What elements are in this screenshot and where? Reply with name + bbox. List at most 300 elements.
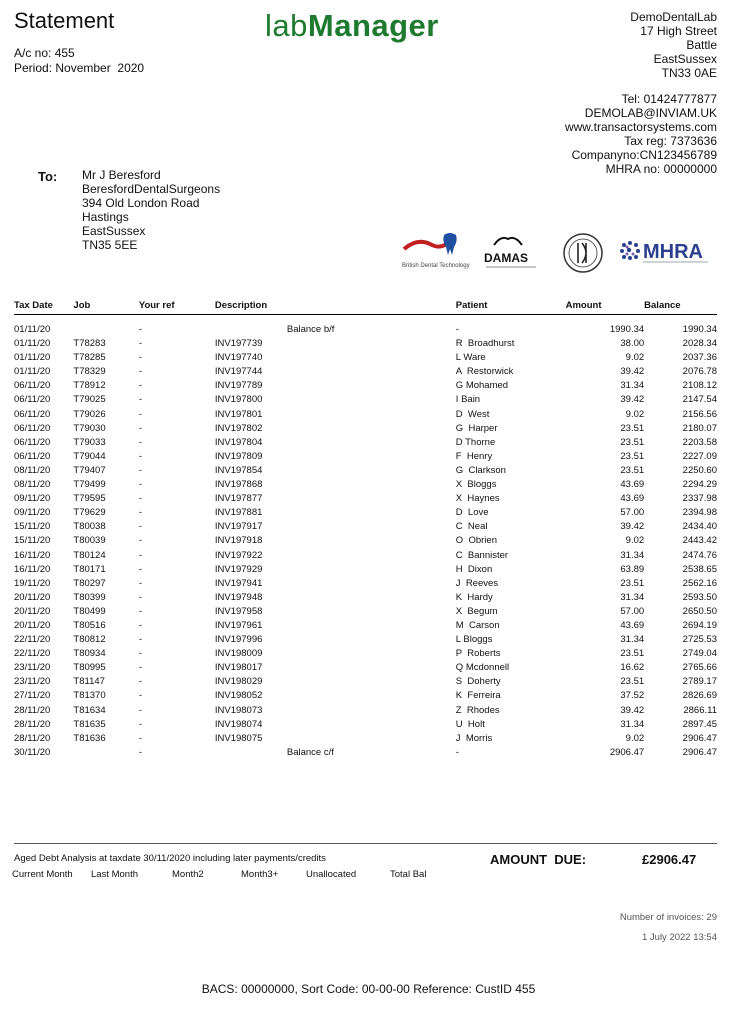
row-tax-date: 23/11/20 <box>14 662 51 674</box>
row-tax-date: 08/11/20 <box>14 464 51 476</box>
statement-title: Statement <box>14 8 115 33</box>
row-patient: X Bloggs <box>455 479 497 491</box>
row-your-ref: - <box>138 704 142 716</box>
row-amount: 9.02 <box>625 352 645 364</box>
lab-email: DEMOLAB@INVIAM.UK <box>584 106 717 120</box>
row-your-ref: - <box>138 380 142 392</box>
row-amount: 39.42 <box>620 521 645 533</box>
row-amount: 37.52 <box>620 690 645 702</box>
recipient-postcode: TN35 5EE <box>82 238 138 252</box>
row-patient: L Bloggs <box>455 634 493 646</box>
row-patient: I Bain <box>455 394 481 406</box>
row-amount: 9.02 <box>625 408 645 420</box>
row-balance: 2108.12 <box>682 380 717 392</box>
table-row <box>14 563 717 577</box>
lab-website: www.transactorsystems.com <box>564 120 717 134</box>
recipient-practice: BeresfordDentalSurgeons <box>82 182 221 196</box>
row-description: INV197789 <box>214 380 263 392</box>
row-balance: 2897.45 <box>682 718 717 730</box>
row-patient: X Haynes <box>455 493 500 505</box>
row-balance: 2765.66 <box>682 662 717 674</box>
row-job: T80516 <box>73 619 106 631</box>
row-amount: 23.51 <box>620 648 645 660</box>
row-amount: 38.00 <box>620 338 645 350</box>
row-description: INV197917 <box>214 521 263 533</box>
row-balance: 2906.47 <box>682 746 717 758</box>
col-amount: Amount <box>566 298 645 315</box>
row-job: T78283 <box>73 338 106 350</box>
row-description: INV197996 <box>214 634 263 646</box>
row-job: T79595 <box>73 493 106 505</box>
row-patient: Z Rhodes <box>455 704 500 716</box>
table-row <box>14 365 717 379</box>
accreditation-logos-svg <box>398 231 714 277</box>
row-amount: 9.02 <box>625 535 645 547</box>
row-job: T79499 <box>73 479 106 491</box>
row-description: INV198073 <box>214 704 263 716</box>
table-row <box>14 450 717 464</box>
row-your-ref: - <box>138 394 142 406</box>
lab-mhra-no: MHRA no: 00000000 <box>605 162 717 176</box>
row-amount: 39.42 <box>620 394 645 406</box>
row-tax-date: 06/11/20 <box>14 436 51 448</box>
row-job: T80499 <box>73 605 106 617</box>
row-amount: 43.69 <box>620 479 645 491</box>
row-tax-date: 01/11/20 <box>14 366 51 378</box>
row-description: INV198052 <box>214 690 263 702</box>
row-amount: 31.34 <box>620 634 645 646</box>
row-balance: 2434.40 <box>682 521 717 533</box>
row-job: T80297 <box>73 577 106 589</box>
table-row <box>14 633 717 647</box>
row-tax-date: 20/11/20 <box>14 619 51 631</box>
table-row <box>14 718 717 732</box>
row-your-ref: - <box>138 521 142 533</box>
row-your-ref: - <box>138 648 142 660</box>
table-row <box>14 605 717 619</box>
period-label: Period: <box>14 61 53 75</box>
row-your-ref: - <box>138 634 142 646</box>
row-description: INV197922 <box>214 549 263 561</box>
col-your-ref: Your ref <box>139 298 215 315</box>
period-value: November 2020 <box>55 61 145 75</box>
row-your-ref: - <box>138 605 142 617</box>
row-tax-date: 28/11/20 <box>14 732 51 744</box>
table-spacer-row <box>14 315 717 324</box>
account-label: A/c no: <box>14 46 52 60</box>
col-balance: Balance <box>644 298 717 315</box>
row-patient: Q Mcdonnell <box>455 662 510 674</box>
row-description: INV197744 <box>214 366 263 378</box>
row-patient: L Ware <box>455 352 486 364</box>
row-description: INV198074 <box>214 718 263 730</box>
row-tax-date: 23/11/20 <box>14 676 51 688</box>
row-tax-date: 28/11/20 <box>14 718 51 730</box>
table-row <box>14 549 717 563</box>
row-your-ref: - <box>138 662 142 674</box>
row-job: T80934 <box>73 648 106 660</box>
row-amount: 23.51 <box>620 577 645 589</box>
row-description: Balance c/f <box>286 746 334 758</box>
row-description: INV197739 <box>214 338 263 350</box>
row-description: INV197809 <box>214 450 263 462</box>
row-tax-date: 09/11/20 <box>14 507 51 519</box>
row-balance: 2250.60 <box>682 464 717 476</box>
row-patient: U Holt <box>455 718 485 730</box>
row-tax-date: 22/11/20 <box>14 634 51 646</box>
row-amount: 57.00 <box>620 507 645 519</box>
row-patient: P Roberts <box>455 648 501 660</box>
row-your-ref: - <box>138 352 142 364</box>
aged-month3-plus: Month3+ <box>241 869 279 880</box>
row-amount: 39.42 <box>620 366 645 378</box>
row-patient: J Morris <box>455 732 493 744</box>
row-your-ref: - <box>138 422 142 434</box>
row-your-ref: - <box>138 479 142 491</box>
row-amount: 31.34 <box>620 591 645 603</box>
table-row <box>14 464 717 478</box>
row-amount: 23.51 <box>620 422 645 434</box>
row-your-ref: - <box>138 408 142 420</box>
table-row <box>14 478 717 492</box>
row-patient: K Ferreira <box>455 690 501 702</box>
row-patient: G Harper <box>455 422 498 434</box>
lab-tel: Tel: 01424777877 <box>621 92 717 106</box>
print-date: 1 July 2022 13:54 <box>641 932 717 943</box>
row-your-ref: - <box>138 690 142 702</box>
row-balance: 2474.76 <box>682 549 717 561</box>
row-balance: 2789.17 <box>682 676 717 688</box>
row-description: INV198017 <box>214 662 263 674</box>
table-row <box>14 492 717 506</box>
table-row <box>14 323 717 337</box>
row-description: INV197802 <box>214 422 263 434</box>
row-tax-date: 01/11/20 <box>14 324 51 335</box>
row-your-ref: - <box>138 718 142 730</box>
row-balance: 2826.69 <box>682 690 717 702</box>
row-balance: 2725.53 <box>682 634 717 646</box>
row-description: INV197740 <box>214 352 263 364</box>
table-row <box>14 379 717 393</box>
row-job: T79407 <box>73 464 106 476</box>
row-tax-date: 16/11/20 <box>14 563 51 575</box>
row-job: T80039 <box>73 535 106 547</box>
row-balance: 2337.98 <box>682 493 717 505</box>
row-amount: 9.02 <box>625 732 645 744</box>
row-patient: G Clarkson <box>455 464 506 476</box>
row-tax-date: 06/11/20 <box>14 408 51 420</box>
row-patient: R Broadhurst <box>455 338 515 350</box>
aged-last-month: Last Month <box>91 869 138 880</box>
row-tax-date: 06/11/20 <box>14 394 51 406</box>
lab-postcode: TN33 0AE <box>661 66 717 80</box>
row-your-ref: - <box>138 436 142 448</box>
row-your-ref: - <box>138 676 142 688</box>
row-job: T79030 <box>73 422 106 434</box>
row-balance: 1990.34 <box>682 324 717 335</box>
labmanager-logo: labManager <box>265 8 439 43</box>
lab-contact <box>565 92 717 176</box>
row-balance: 2180.07 <box>682 422 717 434</box>
table-row <box>14 351 717 365</box>
lab-street: 17 High Street <box>640 24 717 38</box>
table-row <box>14 393 717 407</box>
recipient-street: 394 Old London Road <box>82 196 200 210</box>
row-balance: 2203.58 <box>682 436 717 448</box>
aged-current-month: Current Month <box>12 869 73 880</box>
row-your-ref: - <box>138 450 142 462</box>
row-balance: 2538.65 <box>682 563 717 575</box>
col-job: Job <box>73 298 138 315</box>
row-description: INV197948 <box>214 591 263 603</box>
row-balance: 2294.29 <box>682 479 717 491</box>
row-your-ref: - <box>138 535 142 547</box>
row-description: INV197868 <box>214 479 263 491</box>
row-patient: D West <box>455 408 490 420</box>
row-description: INV197804 <box>214 436 263 448</box>
row-description: INV197854 <box>214 464 263 476</box>
row-patient: - <box>455 746 459 758</box>
row-description: INV197877 <box>214 493 263 505</box>
svg-text:British Dental Technology: British Dental Technology <box>402 263 470 269</box>
accreditation-logos <box>398 231 714 277</box>
invoice-count: Number of invoices: 29 <box>619 912 717 923</box>
row-tax-date: 20/11/20 <box>14 591 51 603</box>
row-balance: 2593.50 <box>682 591 717 603</box>
row-description: Balance b/f <box>286 324 335 335</box>
row-tax-date: 28/11/20 <box>14 704 51 716</box>
aged-debt-title: Aged Debt Analysis at taxdate 30/11/2020 including later payments/credits <box>14 853 326 864</box>
row-job: T80995 <box>73 662 106 674</box>
row-job: T80124 <box>73 549 106 561</box>
row-your-ref: - <box>138 507 142 519</box>
row-tax-date: 15/11/20 <box>14 521 51 533</box>
lab-company-no: Companyno:CN123456789 <box>571 148 717 162</box>
statement-table <box>14 298 717 760</box>
col-tax-date: Tax Date <box>14 298 73 315</box>
row-amount: 2906.47 <box>609 746 645 758</box>
aged-total-bal: Total Bal <box>390 869 427 880</box>
row-patient: O Obrien <box>455 535 497 547</box>
table-row <box>14 689 717 703</box>
statement-table-body <box>14 315 717 760</box>
row-patient: K Hardy <box>455 591 493 603</box>
table-row <box>14 647 717 661</box>
row-description: INV197801 <box>214 408 263 420</box>
row-patient: S Doherty <box>455 676 501 688</box>
row-description: INV197800 <box>214 394 263 406</box>
table-row <box>14 520 717 534</box>
row-job: T80399 <box>73 591 106 603</box>
lab-county: EastSussex <box>653 52 717 66</box>
row-tax-date: 06/11/20 <box>14 422 51 434</box>
row-patient: A Restorwick <box>455 366 514 378</box>
row-tax-date: 15/11/20 <box>14 535 51 547</box>
row-balance: 2037.36 <box>682 352 717 364</box>
recipient-county: EastSussex <box>82 224 146 238</box>
lab-name: DemoDentalLab <box>630 10 717 24</box>
row-description: INV197881 <box>214 507 263 519</box>
table-row <box>14 422 717 436</box>
table-row <box>14 337 717 351</box>
row-tax-date: 09/11/20 <box>14 493 51 505</box>
row-job: T81634 <box>73 704 106 716</box>
row-description: INV197961 <box>214 619 263 631</box>
row-patient: X Begum <box>455 605 498 617</box>
row-tax-date: 01/11/20 <box>14 338 51 350</box>
svg-text:MHRA: MHRA <box>643 241 703 263</box>
row-balance: 2156.56 <box>682 408 717 420</box>
table-row <box>14 506 717 520</box>
aged-unallocated: Unallocated <box>306 869 357 880</box>
row-your-ref: - <box>138 591 142 603</box>
lab-town: Battle <box>686 38 717 52</box>
row-tax-date: 16/11/20 <box>14 549 51 561</box>
row-your-ref: - <box>138 366 142 378</box>
lab-tax-reg: Tax reg: 7373636 <box>624 134 717 148</box>
row-job: T79025 <box>73 394 106 406</box>
row-patient: M Carson <box>455 619 500 631</box>
col-description: Description <box>215 298 456 315</box>
account-number-line <box>14 46 75 60</box>
table-header-row <box>14 298 717 315</box>
row-your-ref: - <box>138 563 142 575</box>
row-description: INV197929 <box>214 563 263 575</box>
recipient-address <box>82 168 220 252</box>
account-number: 455 <box>54 46 75 60</box>
row-tax-date: 06/11/20 <box>14 450 51 462</box>
row-tax-date: 19/11/20 <box>14 577 51 589</box>
row-amount: 1990.34 <box>609 324 645 335</box>
row-patient: C Bannister <box>455 549 509 561</box>
row-your-ref: - <box>138 324 142 335</box>
row-amount: 57.00 <box>620 605 645 617</box>
row-job: T81636 <box>73 732 106 744</box>
row-patient: - <box>455 324 459 335</box>
row-amount: 31.34 <box>620 718 645 730</box>
bacs-details: BACS: 00000000, Sort Code: 00-00-00 Reference: CustID 455 <box>201 982 536 996</box>
row-job: T81370 <box>73 690 106 702</box>
row-balance: 2562.16 <box>682 577 717 589</box>
amount-due-label: AMOUNT DUE: <box>490 852 587 867</box>
row-job: T79033 <box>73 436 106 448</box>
recipient-town: Hastings <box>82 210 129 224</box>
row-amount: 23.51 <box>620 436 645 448</box>
row-job: T79026 <box>73 408 106 420</box>
table-row <box>14 577 717 591</box>
row-your-ref: - <box>138 746 142 758</box>
svg-text:DAMAS: DAMAS <box>484 251 528 265</box>
recipient-name: Mr J Beresford <box>82 168 161 182</box>
row-patient: F Henry <box>455 450 493 462</box>
amount-due-value: £2906.47 <box>642 852 697 867</box>
dental-seal-logo <box>564 234 602 272</box>
row-amount: 39.42 <box>620 704 645 716</box>
table-row <box>14 661 717 675</box>
row-description: INV197958 <box>214 605 263 617</box>
row-balance: 2866.11 <box>683 704 717 716</box>
aged-debt-columns <box>12 869 452 881</box>
row-tax-date: 22/11/20 <box>14 648 51 660</box>
row-your-ref: - <box>138 619 142 631</box>
table-row <box>14 746 717 760</box>
row-job: T80171 <box>73 563 106 575</box>
row-patient: J Reeves <box>455 577 499 589</box>
mhra-logo <box>620 241 708 263</box>
row-description: INV198075 <box>214 732 263 744</box>
row-amount: 31.34 <box>620 549 645 561</box>
table-row <box>14 534 717 548</box>
row-patient: H Dixon <box>455 563 493 575</box>
row-your-ref: - <box>138 464 142 476</box>
row-your-ref: - <box>138 732 142 744</box>
lab-address <box>630 10 717 80</box>
to-label: To: <box>38 169 58 184</box>
row-amount: 43.69 <box>620 619 645 631</box>
row-your-ref: - <box>138 577 142 589</box>
row-amount: 16.62 <box>620 662 645 674</box>
aged-month2: Month2 <box>172 869 204 880</box>
bdt-logo <box>402 233 470 269</box>
row-description: INV198009 <box>214 648 263 660</box>
row-balance: 2227.09 <box>682 450 717 462</box>
row-description: INV198029 <box>214 676 263 688</box>
row-balance: 2147.54 <box>682 394 717 406</box>
row-job: T79044 <box>73 450 106 462</box>
row-patient: C Neal <box>455 521 488 533</box>
row-tax-date: 20/11/20 <box>14 605 51 617</box>
row-amount: 31.34 <box>620 380 645 392</box>
row-job: T80812 <box>73 634 106 646</box>
row-patient: D Thorne <box>455 436 496 448</box>
row-balance: 2394.98 <box>682 507 717 519</box>
row-balance: 2443.42 <box>682 535 717 547</box>
row-job: T78329 <box>73 366 106 378</box>
row-amount: 23.51 <box>620 676 645 688</box>
row-job: T81147 <box>73 676 105 688</box>
row-job <box>73 746 138 760</box>
row-job: T78285 <box>73 352 106 364</box>
table-row <box>14 436 717 450</box>
row-tax-date: 01/11/20 <box>14 352 51 364</box>
row-description: INV197918 <box>214 535 263 547</box>
row-amount: 23.51 <box>620 464 645 476</box>
row-your-ref: - <box>138 493 142 505</box>
row-patient: D Love <box>455 507 489 519</box>
row-amount: 23.51 <box>620 450 645 462</box>
row-job: T78912 <box>73 380 106 392</box>
row-job: T79629 <box>73 507 106 519</box>
row-tax-date: 06/11/20 <box>14 380 51 392</box>
row-your-ref: - <box>138 338 142 350</box>
row-balance: 2650.50 <box>682 605 717 617</box>
row-balance: 2749.04 <box>682 648 717 660</box>
row-job: T81635 <box>73 718 106 730</box>
footer-separator <box>14 843 717 844</box>
row-balance: 2076.78 <box>682 366 717 378</box>
row-balance: 2694.19 <box>682 619 717 631</box>
row-amount: 63.89 <box>620 563 645 575</box>
table-row <box>14 408 717 422</box>
row-amount: 43.69 <box>620 493 645 505</box>
table-row <box>14 591 717 605</box>
period-line <box>14 61 144 75</box>
col-patient: Patient <box>456 298 566 315</box>
table-row <box>14 704 717 718</box>
row-job: T80038 <box>73 521 106 533</box>
row-job <box>73 323 138 337</box>
row-description: INV197941 <box>214 577 263 589</box>
